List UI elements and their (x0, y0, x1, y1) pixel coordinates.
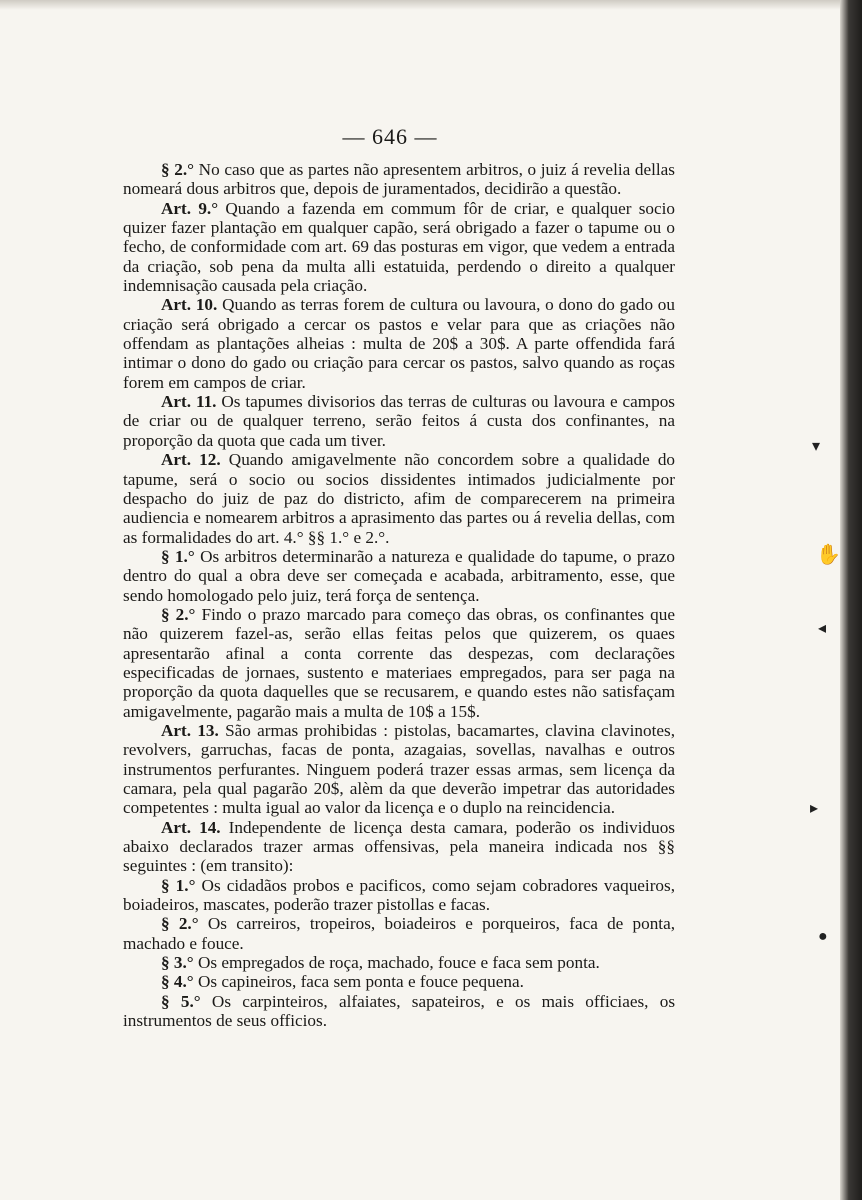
page-number: — 646 — (342, 124, 438, 149)
paragraph (123, 295, 675, 392)
paragraph (123, 876, 675, 915)
paragraph-text: São armas prohibidas : pistolas, bacamartes, clavina clavinotes, revolvers, garruchas, facas de ponta, azagaias, sovellas, navalhas e outros instrumentos perfurantes. Ninguem poderá trazer essas armas, sem licença da camara, pela qual pagarão 20$, alèm da que deverão impetrar das autoridades competentes : multa igual ao valor da licença e o duplo na reincidencia. (123, 720, 676, 818)
paragraph-text: No caso que as partes não apresentem arbitros, o juiz á revelia dellas nomeará dous arbitros que, depois de juramentados, decidirão a questão. (123, 160, 675, 199)
paragraph (123, 953, 675, 972)
body-text (123, 160, 675, 1030)
paragraph-text: Os capineiros, faca sem ponta e fouce pequena. (193, 972, 524, 992)
paragraph (123, 914, 675, 953)
paragraph-text: Quando amigavelmente não concordem sobre a qualidade do tapume, será o socio ou socios dissidentes intimados judicialmente por despacho do juiz de paz do districto, afim de comparecerem na primeira audiencia e nomearem arbitros a aprasimento das partes ou á revelia dellas, com as formalidades do art. 4.° §§ 1.° e 2.°. (123, 450, 676, 547)
paragraph-lead: Art. 10. (161, 295, 218, 315)
paragraph (123, 547, 675, 605)
paragraph-lead: § 2.° (161, 914, 199, 934)
paragraph (123, 392, 675, 450)
paragraph (123, 972, 675, 991)
paragraph-lead: Art. 14. (161, 817, 221, 837)
paragraph-text: Os arbitros determinarão a natureza e qualidade do tapume, o prazo dentro do qual a obra deve ser começada e acabada, arbitramento, esse, que sendo homologado pelo juiz, terá força de sentença. (123, 546, 675, 605)
paragraph (123, 160, 675, 199)
margin-mark-arrow-icon: ▾ (812, 438, 821, 455)
paragraph-lead: § 2.° (161, 604, 196, 624)
margin-mark-pointer-icon: ▸ (810, 800, 819, 817)
paragraph-lead: § 3.° (161, 953, 194, 973)
paragraph (123, 818, 675, 876)
paragraph-text: Independente de licença desta camara, poderão os individuos abaixo declarados trazer armas offensivas, pela maneira indicada nos §§ seguintes : (em transito): (123, 817, 675, 876)
paragraph-lead: § 5.° (161, 991, 201, 1011)
paragraph-text: Os tapumes divisorios das terras de culturas ou lavoura e campos de criar ou de qualquer terreno, serão feitos á custa dos confinantes, na proporção da quota que cada um tiver. (123, 392, 675, 450)
paragraph-lead: § 1.° (161, 875, 196, 895)
paragraph (123, 450, 675, 547)
paragraph-lead: § 2.° (161, 160, 195, 179)
paragraph-text: Os carpinteiros, alfaiates, sapateiros, e os mais officiaes, os instrumentos de seus officios. (123, 991, 676, 1031)
paragraph-text: Os carreiros, tropeiros, boiadeiros e porqueiros, faca de ponta, machado e fouce. (123, 914, 676, 953)
paragraph-lead: Art. 13. (161, 720, 219, 740)
paragraph (123, 199, 675, 296)
paragraph (123, 605, 675, 721)
paragraph-lead: Art. 11. (161, 392, 217, 412)
margin-mark-blot-icon: ● (818, 928, 828, 945)
paragraph-text: Findo o prazo marcado para começo das obras, os confinantes que não quizerem fazel-as, serão ellas feitas pelos que quizerem, os quaes apresentarão afinal a conta corrente das despezas, com declarações especificadas de jornaes, sustento e materiaes empregados, para ser paga na proporção da quota daquelles que se recusarem, e quando estes não satisfaçam amigavelmente, pagarão mais a multa de 10$ a 15$. (123, 604, 676, 721)
paragraph-lead: Art. 12. (161, 450, 221, 470)
paragraph-text: Quando as terras forem de cultura ou lavoura, o dono do gado ou criação será obrigado a cercar os pastos e velar para que as criações não offendam as plantações alheias : multa de 20$ a 30$. A parte offendida fará intimar o dono do gado ou criação para cercar os pastos, salvo quando as roças forem em campos de criar. (123, 295, 675, 392)
paragraph-lead: § 1.° (161, 546, 195, 566)
paragraph-lead: Art. 9.° (161, 198, 219, 218)
page-binding-edge (840, 0, 862, 1200)
margin-mark-hand-icon: ✋ (816, 544, 841, 566)
paragraph-text: Quando a fazenda em commum fôr de criar, e qualquer socio quizer fazer plantação em qualquer capão, será obrigado a fazer o tapume ou o fecho, de conformidade com art. 69 das posturas em vigor, que vedem a entrada da criação, sob pena da multa alli estatuida, perdendo o direito a qualquer indemnisação causada pela criação. (123, 198, 675, 296)
paragraph (123, 992, 675, 1031)
paragraph-text: Os cidadãos probos e pacificos, como sejam cobradores vaqueiros, boiadeiros, mascates, poderão trazer pistollas e facas. (123, 875, 675, 915)
paragraph-lead: § 4.° (161, 972, 194, 992)
margin-mark-tick-icon: ◂ (818, 620, 827, 637)
page-top-edge (0, 0, 862, 10)
paragraph (123, 721, 675, 818)
paragraph-text: Os empregados de roça, machado, fouce e faca sem ponta. (193, 953, 600, 973)
